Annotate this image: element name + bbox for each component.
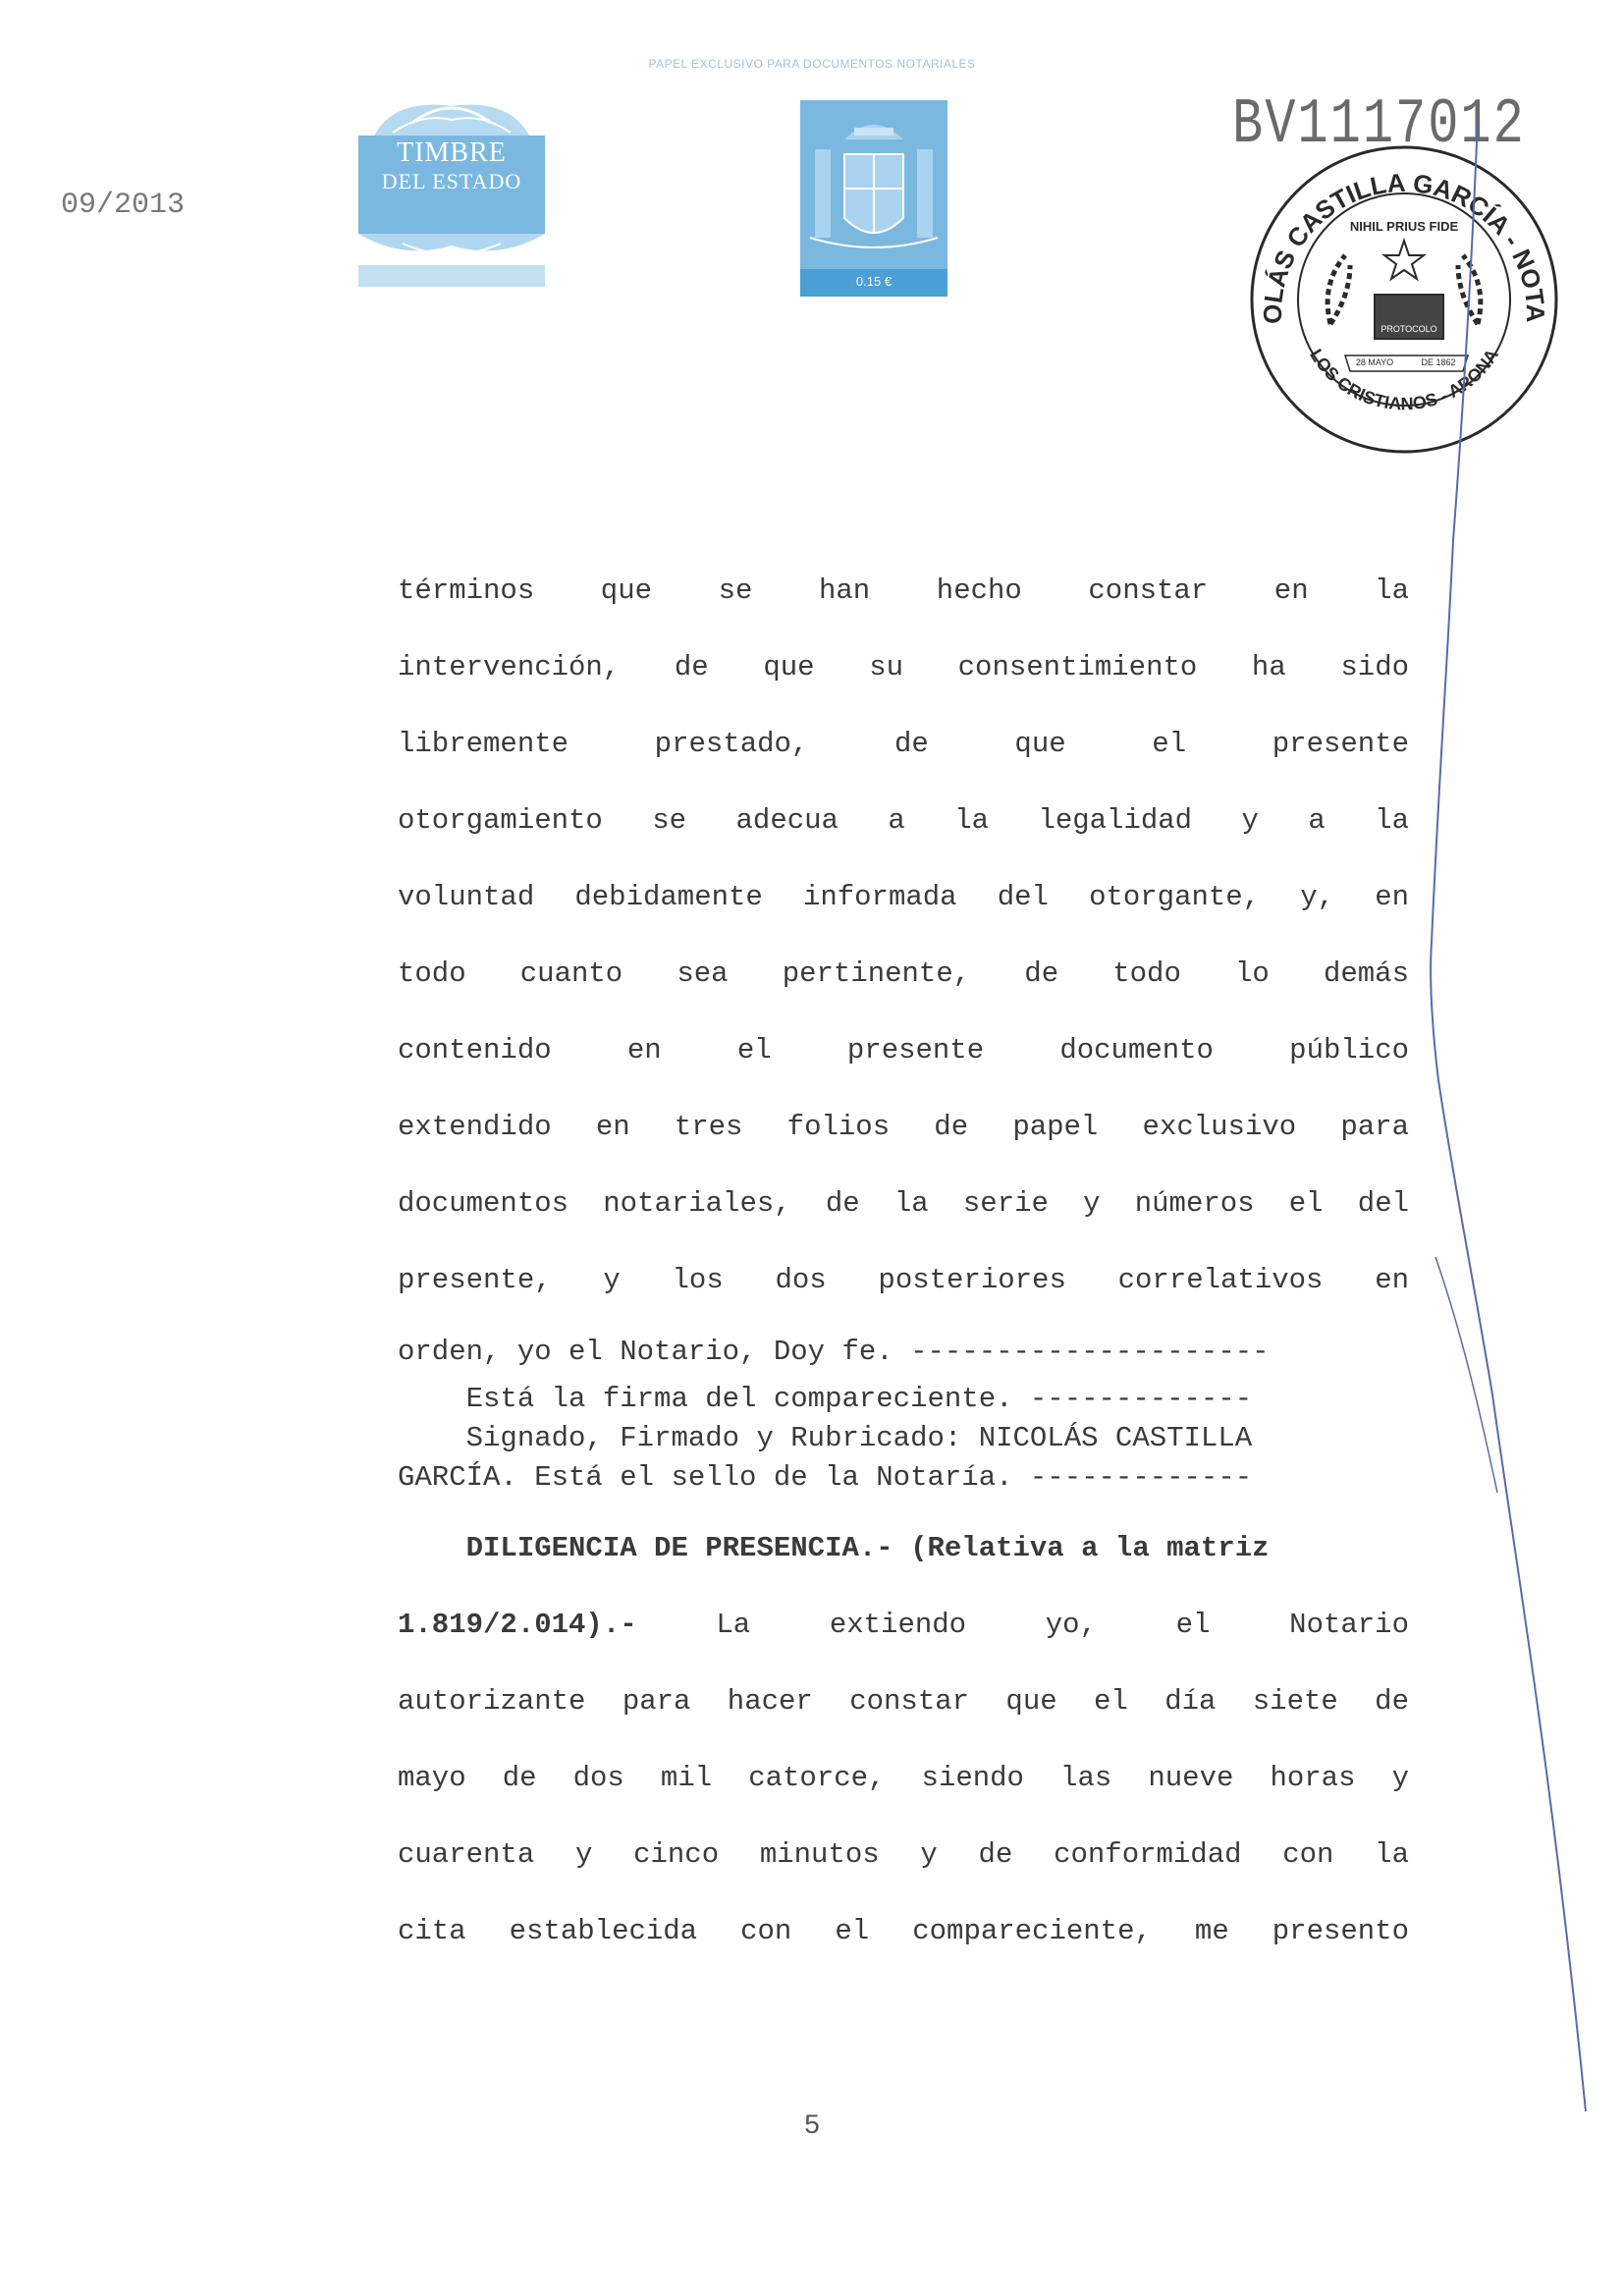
body-line-6: todo cuanto sea pertinente, de todo lo demás [398, 957, 1409, 990]
seal-outer-text: OLÁS CASTILLA GARCÍA - NOTA [1257, 167, 1551, 324]
diligencia-line-1: autorizante para hacer constar que el día siete de [398, 1685, 1409, 1718]
diligencia-line-2: mayo de dos mil catorce, siendo las nueve horas y [398, 1762, 1409, 1794]
coat-price: 0.15 € [855, 274, 893, 289]
diligencia-heading: DILIGENCIA DE PRESENCIA.- (Relativa a la matriz [398, 1532, 1270, 1564]
timbre-line-2: DEL ESTADO [381, 169, 522, 193]
page-number: 5 [803, 2111, 821, 2142]
seal-book-label: PROTOCOLO [1380, 324, 1437, 334]
serial-number: BV1117012 [1232, 88, 1526, 161]
coat-of-arms-stamp [800, 100, 947, 297]
seal-motto: NIHIL PRIUS FIDE [1349, 219, 1459, 234]
seal-bottom-text: LOS CRISTIANOS - ARONA [1306, 345, 1502, 414]
diligencia-ref: 1.819/2.014).- [398, 1609, 637, 1641]
signado-line-1: Signado, Firmado y Rubricado: NICOLÁS CASTILLA [398, 1422, 1253, 1454]
diligencia-ref-rest: La extiendo yo, el Notario [636, 1609, 1409, 1641]
diligencia-ref-line [398, 1609, 1409, 1641]
diligencia-line-4: cita establecida con el compareciente, me presento [398, 1915, 1409, 1947]
body-line-4: otorgamiento se adecua a la legalidad y a la [398, 804, 1409, 837]
timbre-del-estado-stamp [353, 98, 550, 290]
seal-ribbon-right: DE 1862 [1421, 357, 1456, 367]
body-line-11: orden, yo el Notario, Doy fe. --------------------- [398, 1336, 1270, 1368]
signado-line-2: GARCÍA. Está el sello de la Notaría. ------------- [398, 1461, 1253, 1494]
body-line-2: intervención, de que su consentimiento ha sido [398, 651, 1409, 683]
timbre-line-1: TIMBRE [397, 137, 507, 168]
coat-of-arms-icon [800, 100, 947, 297]
body-line-5: voluntad debidamente informada del otorgante, y, en [398, 881, 1409, 913]
body-line-9: documentos notariales, de la serie y números el del [398, 1187, 1409, 1220]
body-line-8: extendido en tres folios de papel exclusivo para [398, 1111, 1409, 1143]
diligencia-line-3: cuarenta y cinco minutos y de conformidad con la [398, 1838, 1409, 1871]
body-line-1: términos que se han hecho constar en la [398, 574, 1409, 607]
paper-label: PAPEL EXCLUSIVO PARA DOCUMENTOS NOTARIALES [648, 57, 976, 71]
body-line-3: libremente prestado, de que el presente [398, 728, 1409, 760]
body-line-10: presente, y los dos posteriores correlativos en [398, 1264, 1409, 1296]
firma-line: Está la firma del compareciente. ------------- [398, 1383, 1253, 1415]
date-stamp: 09/2013 [61, 189, 186, 222]
body-line-7: contenido en el presente documento público [398, 1034, 1409, 1066]
seal-ribbon-left: 28 MAYO [1355, 357, 1394, 367]
